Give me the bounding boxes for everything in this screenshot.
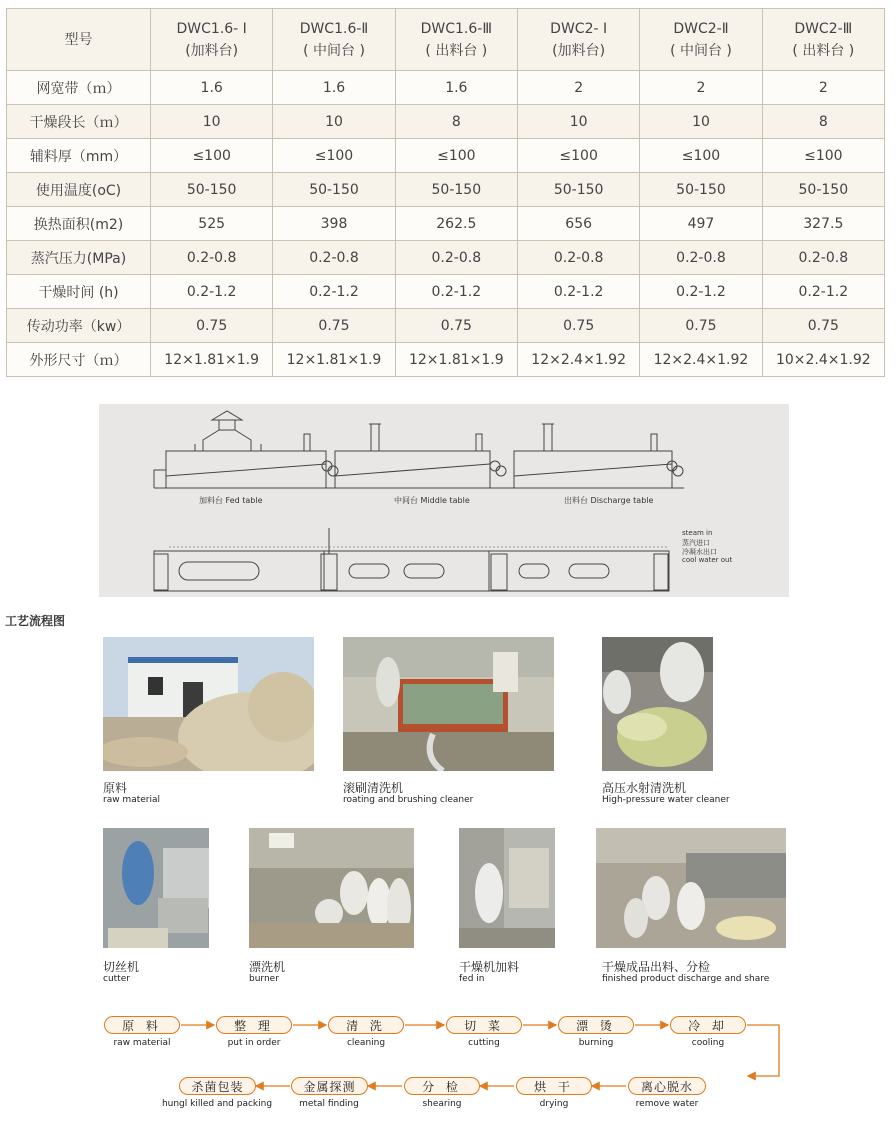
section-title: 工艺流程图 [5,614,66,628]
table-cell: 50-150 [517,173,639,207]
flow-step: 整 理 [216,1016,292,1034]
model-stage: ( 中间台 ) [670,42,732,59]
photo-caption-en: finished product discharge and share [602,974,770,984]
table-cell: 497 [640,207,762,241]
photo-caption-en: fed in [459,974,485,984]
photo-caption-en: roating and brushing cleaner [343,795,474,805]
flow-step-en: cutting [468,1038,500,1048]
header-model [273,9,395,71]
flow-step-en: cooling [691,1038,725,1048]
photo-caption-en: High-pressure water cleaner [602,795,730,805]
table-cell: 0.2-0.8 [517,241,639,275]
table-cell: 1.6 [273,71,395,105]
row-label: 外形尺寸（ｍ） [7,343,151,377]
table-cell: ≤100 [273,139,395,173]
model-code: DWC2-Ⅲ [794,20,853,37]
table-cell: ≤100 [640,139,762,173]
table-cell: 50-150 [273,173,395,207]
photo-caption-cn: 干燥机加料 [459,960,520,974]
table-row [7,275,885,309]
middle-table-label: 中间台 Middle table [394,496,470,505]
flow-step: 金属探测 [291,1077,368,1095]
row-label: 使用温度(oC) [7,173,151,207]
header-model [517,9,639,71]
flow-step-en: raw material [113,1038,171,1048]
table-cell: 0.75 [273,309,395,343]
row-label: 干燥时间 (h) [7,275,151,309]
flow-step-en: drying [539,1099,569,1109]
flow-step-en: burning [578,1038,614,1048]
table-row [7,71,885,105]
photo-caption-cn: 滚刷清洗机 [343,781,404,795]
photo-water-cleaner [602,637,713,771]
model-stage: ( 出料台 ) [425,42,488,59]
table-cell: 0.2-1.2 [517,275,639,309]
table-cell: 0.75 [640,309,762,343]
header-model [151,9,273,71]
photo-caption-cn: 切丝机 [103,960,140,974]
cool-water-en: cool water out [682,556,733,564]
model-stage: ( 中间台 ) [303,42,365,59]
spec-table [6,8,885,377]
flow-step-en: remove water [635,1099,699,1109]
table-cell: 10 [517,105,639,139]
table-row [7,241,885,275]
table-cell: 0.2-1.2 [762,275,884,309]
row-label: 网宽带（ｍ） [7,71,151,105]
table-cell: 2 [762,71,884,105]
model-stage: ( 出料台 ) [792,42,855,59]
discharge-table-label: 出料台 Discharge table [564,496,654,505]
row-label: 干燥段长（ｍ） [7,105,151,139]
row-label: 传动功率（kw） [7,309,151,343]
table-cell: 0.2-0.8 [151,241,273,275]
table-cell: 327.5 [762,207,884,241]
table-row [7,105,885,139]
photo-caption-en: cutter [103,974,130,984]
table-cell: 12×1.81×1.9 [151,343,273,377]
model-code: DWC1.6-Ⅱ [299,20,369,37]
header-model [640,9,762,71]
model-code: DWC1.6-Ⅲ [420,20,492,37]
photo-cutter [103,828,209,948]
flow-step-en: put in order [227,1038,281,1048]
photo-raw-material [103,637,314,771]
photo-fed-in [459,828,555,948]
row-label: 换热面积(m2) [7,207,151,241]
table-cell: 0.75 [517,309,639,343]
flow-step: 漂 烫 [558,1016,634,1034]
header-label: 型号 [7,9,151,71]
cool-water-cn: 冷凝水出口 [682,548,717,556]
table-cell: 2 [640,71,762,105]
table-cell: 0.2-1.2 [395,275,517,309]
table-row [7,139,885,173]
photo-caption-en: raw material [103,795,161,805]
model-code: DWC1.6- Ⅰ [176,20,247,37]
table-cell: 0.2-1.2 [151,275,273,309]
table-row [7,309,885,343]
table-cell: 656 [517,207,639,241]
photo-caption-cn: 漂洗机 [249,960,286,974]
photo-caption-cn: 原料 [103,781,128,795]
table-cell: ≤100 [151,139,273,173]
table-cell: 0.2-0.8 [273,241,395,275]
table-cell: ≤100 [762,139,884,173]
table-cell: 0.2-0.8 [762,241,884,275]
model-code: DWC2-Ⅱ [673,20,729,37]
header-model [762,9,884,71]
model-stage: (加料台) [552,42,606,59]
photo-burner [249,828,414,948]
table-cell: 50-150 [395,173,517,207]
flow-step-en: metal finding [299,1099,359,1109]
table-cell: 1.6 [395,71,517,105]
table-cell: 8 [395,105,517,139]
table-cell: 8 [762,105,884,139]
flow-step: 切 菜 [446,1016,522,1034]
table-cell: ≤100 [395,139,517,173]
photo-caption-cn: 干燥成品出料、分检 [602,960,711,974]
photo-caption-cn: 高压水射清洗机 [602,781,687,795]
table-cell: 50-150 [762,173,884,207]
table-cell: 10×2.4×1.92 [762,343,884,377]
photo-brushing-cleaner [343,637,554,771]
header-model [395,9,517,71]
table-cell: 12×2.4×1.92 [640,343,762,377]
table-header-row [7,9,885,71]
model-code: DWC2- Ⅰ [550,20,608,37]
model-stage: (加料台) [185,42,239,59]
table-cell: 12×1.81×1.9 [273,343,395,377]
table-cell: 1.6 [151,71,273,105]
flow-step: 冷 却 [670,1016,746,1034]
flow-step-en: cleaning [346,1038,386,1048]
table-cell: 10 [273,105,395,139]
flow-step: 烘 干 [516,1077,592,1095]
flow-step: 分 检 [404,1077,480,1095]
steam-in-cn: 蒸汽进口 [682,539,710,547]
steam-in-en: steam in [682,529,713,537]
fed-table-label: 加料台 Fed table [199,496,263,505]
table-row [7,207,885,241]
flow-step-en: shearing [422,1099,462,1109]
table-cell: 525 [151,207,273,241]
table-cell: 398 [273,207,395,241]
dryer-schematic [99,404,789,597]
table-cell: 0.2-1.2 [273,275,395,309]
table-cell: 262.5 [395,207,517,241]
table-cell: 12×2.4×1.92 [517,343,639,377]
table-cell: 0.75 [151,309,273,343]
table-row [7,173,885,207]
table-cell: 12×1.81×1.9 [395,343,517,377]
table-cell: 50-150 [640,173,762,207]
table-cell: 0.75 [762,309,884,343]
table-cell: 0.75 [395,309,517,343]
flow-step: 原 料 [104,1016,180,1034]
table-cell: 0.2-1.2 [640,275,762,309]
row-label: 蒸汽压力(MPa) [7,241,151,275]
flow-step: 杀菌包装 [179,1077,256,1095]
flow-step: 离心脱水 [628,1077,706,1095]
table-cell: 0.2-0.8 [640,241,762,275]
table-cell: 10 [151,105,273,139]
row-label: 辅料厚（mm） [7,139,151,173]
photo-discharge [596,828,786,948]
table-cell: 2 [517,71,639,105]
table-cell: 10 [640,105,762,139]
photo-caption-en: burner [249,974,279,984]
table-row [7,343,885,377]
table-cell: 0.2-0.8 [395,241,517,275]
table-cell: ≤100 [517,139,639,173]
flow-step: 清 洗 [328,1016,404,1034]
flow-step-en: hungl killed and packing [161,1099,273,1109]
table-cell: 50-150 [151,173,273,207]
